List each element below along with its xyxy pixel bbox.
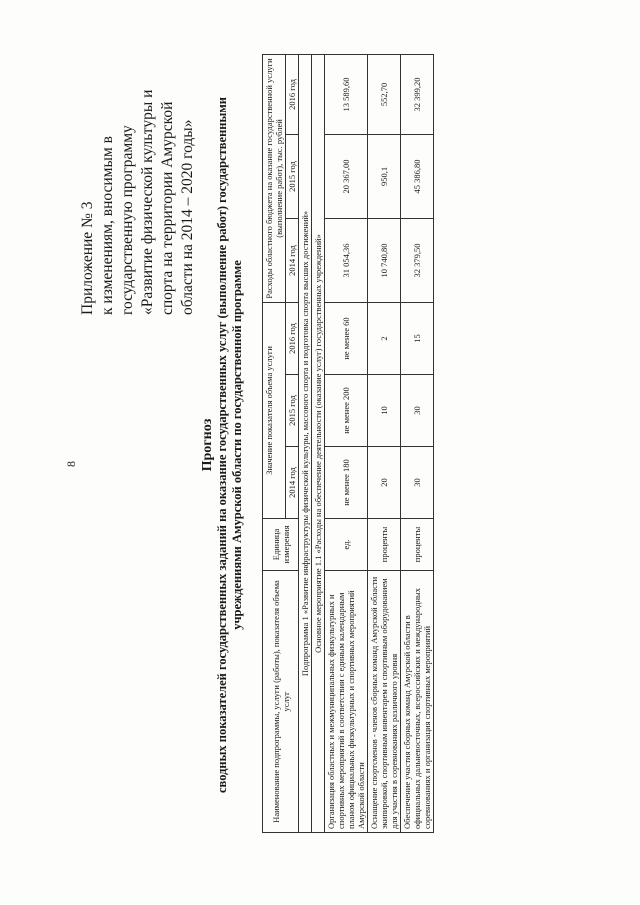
row-expense-2016: 552,70 (368, 54, 401, 134)
row-unit: проценты (368, 519, 401, 571)
row-value-2014: не менее 180 (325, 447, 368, 519)
row-value-2015: 30 (401, 375, 434, 447)
row-value-2015: 10 (368, 375, 401, 447)
header-year: 2015 год (286, 375, 299, 447)
title-line: Прогноз (200, 418, 215, 472)
row-name: Организация областных и межмуниципальных физкультурных и спортивных мероприятий в соответствии с единым календарным планом официальных физкультурных и спортивных мероприятий Амурской области (325, 571, 368, 833)
row-unit: ед. (325, 519, 368, 571)
appendix-line: к изменениям, вносимым в (99, 136, 116, 315)
row-expense-2015: 950,1 (368, 134, 401, 218)
row-expense-2014: 10 740,80 (368, 218, 401, 302)
appendix-line: «Развитие физической культуры и (139, 89, 156, 315)
subprogram-row (299, 54, 312, 832)
appendix-line: области на 2014 – 2020 годы» (179, 119, 196, 315)
header-unit: Единица измерения (263, 519, 299, 571)
page-number: 8 (64, 461, 78, 467)
row-name: Оснащение спортсменов - членов сборных команд Амурской области экипировкой, спортивным инвентарем и спортивным оборудованием для участия в соревнованиях различного уровня (368, 571, 401, 833)
row-name: Обеспечение участия сборных команд Амурской области в официальных дальневосточных, всероссийских и международных соревнованиях и организация спортивных мероприятий (401, 571, 434, 833)
document-title (200, 45, 245, 845)
header-year: 2014 год (286, 447, 299, 519)
main-event-row (312, 54, 325, 832)
appendix-block (78, 15, 198, 315)
row-value-2015: не менее 200 (325, 375, 368, 447)
row-unit: проценты (401, 519, 434, 571)
row-value-2014: 20 (368, 447, 401, 519)
title-line: сводных показателей государственных заданий на оказание государственных услуг (выполнение работ) государственными (215, 97, 229, 793)
row-expense-2014: 31 054,36 (325, 218, 368, 302)
header-name: Наименование подпрограммы, услуги (работы), показателя объема услуг (263, 571, 299, 833)
row-expense-2015: 45 386,80 (401, 134, 434, 218)
header-row (263, 54, 286, 832)
subprogram-title: Подпрограмма 1 «Развитие инфраструктуры физической культуры, массового спорта и подготовка спорта высших достижений» (299, 54, 312, 832)
header-indicator-group: Значение показателя объема услуги (263, 302, 286, 518)
row-expense-2015: 20 367,00 (325, 134, 368, 218)
main-event-title: Основное мероприятие 1.1 «Расходы на обеспечение деятельности (оказание услуг) государственных учреждений» (312, 54, 325, 832)
table-row (401, 54, 434, 832)
row-value-2016: не менее 60 (325, 302, 368, 374)
appendix-line: спорта на территории Амурской (159, 101, 176, 315)
header-expense-group: Расходы областного бюджета на оказание государственной услуги (выполнение работ), тыс. рублей (263, 54, 286, 302)
forecast-table (262, 54, 434, 833)
title-line: учреждениями Амурской области по государственной программе (230, 260, 244, 630)
row-expense-2016: 13 589,60 (325, 54, 368, 134)
header-year: 2016 год (286, 54, 299, 134)
header-year: 2016 год (286, 302, 299, 374)
row-expense-2014: 32 379,50 (401, 218, 434, 302)
table-row (325, 54, 368, 832)
row-value-2014: 30 (401, 447, 434, 519)
row-value-2016: 2 (368, 302, 401, 374)
appendix-line: Приложение № 3 (79, 201, 96, 315)
appendix-line: государственную программу (119, 125, 136, 315)
table-row (368, 54, 401, 832)
row-expense-2016: 32 399,20 (401, 54, 434, 134)
row-value-2016: 15 (401, 302, 434, 374)
header-year: 2014 год (286, 218, 299, 302)
header-year: 2015 год (286, 134, 299, 218)
